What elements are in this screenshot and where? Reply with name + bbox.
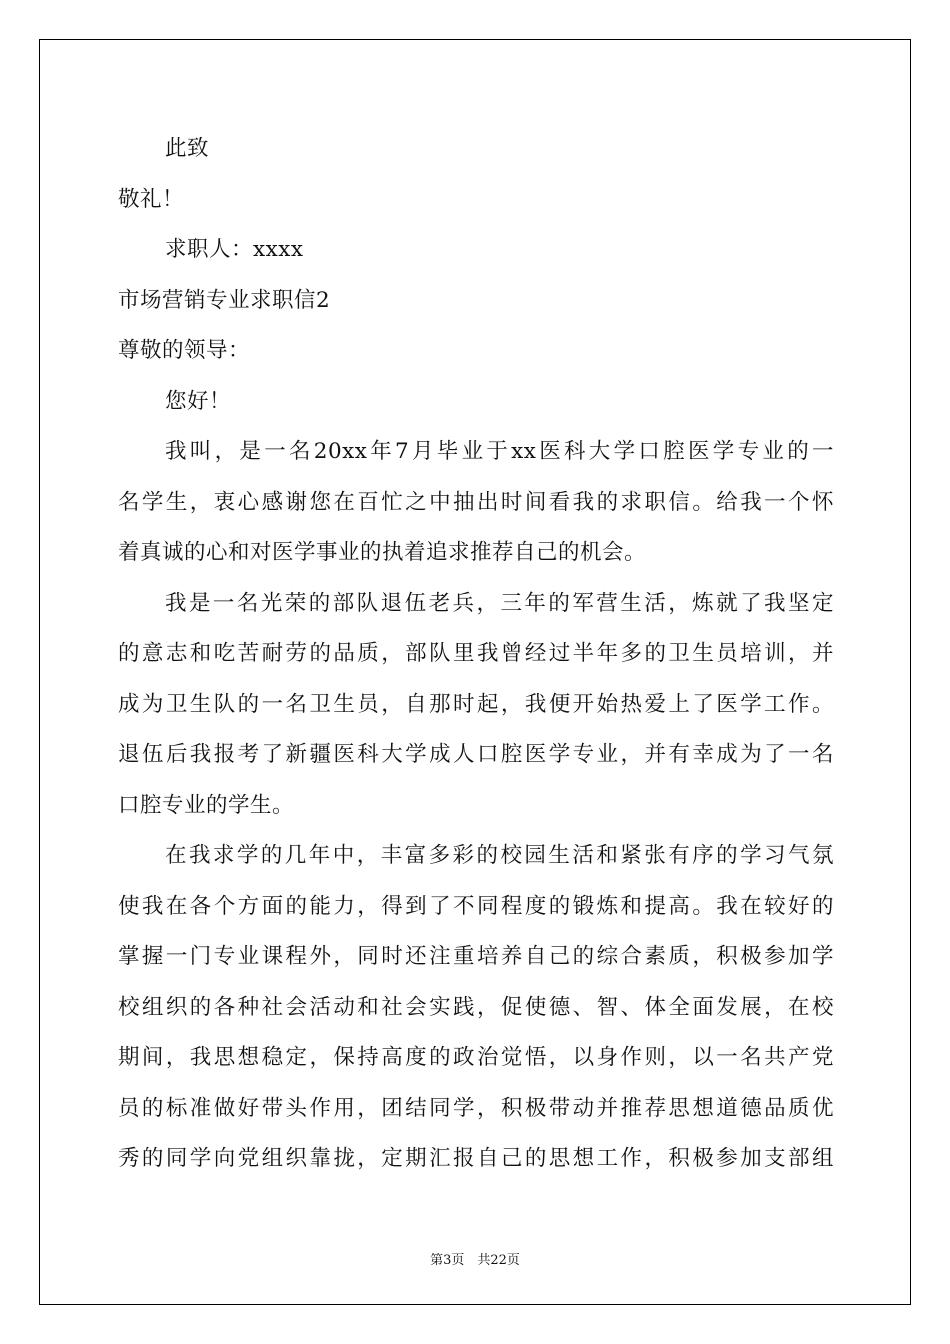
paragraph-line: 员的标准做好带头作用，团结同学，积极带动并推荐思想道德品质优 xyxy=(118,1095,834,1121)
paragraph-line: 校组织的各种社会活动和社会实践，促使德、智、体全面发展，在校 xyxy=(118,994,834,1020)
paragraph-line: 名学生，衷心感谢您在百忙之中抽出时间看我的求职信。给我一个怀 xyxy=(118,489,834,515)
hello-line: 您好！ xyxy=(165,388,232,414)
paragraph-line: 我叫，是一名20xx年7月毕业于xx医科大学口腔医学专业的一 xyxy=(165,439,834,464)
letter-body xyxy=(118,128,834,1189)
salute-line: 敬礼！ xyxy=(118,186,185,212)
paragraph-line: 退伍后我报考了新疆医科大学成人口腔医学专业，并有幸成为了一名 xyxy=(118,742,834,767)
paragraph-line: 的意志和吃苦耐劳的品质，部队里我曾经过半年多的卫生员培训，并 xyxy=(118,641,834,666)
paragraph-line: 我是一名光荣的部队退伍老兵，三年的军营生活，炼就了我坚定 xyxy=(165,590,834,616)
closing-line: 此致 xyxy=(165,136,210,161)
paragraph-line: 期间，我思想稳定，保持高度的政治觉悟，以身作则，以一名共产党 xyxy=(118,1045,834,1070)
paragraph-line: 口腔专业的学生。 xyxy=(118,792,295,818)
paragraph-3 xyxy=(118,835,834,1189)
paragraph-line: 着真诚的心和对医学事业的执着追求推荐自己的机会。 xyxy=(118,540,647,565)
paragraph-line: 掌握一门专业课程外，同时还注重培养自己的综合素质，积极参加学 xyxy=(118,944,834,969)
signature-line: 求职人：xxxx xyxy=(165,237,304,262)
paragraph-line: 秀的同学向党组织靠拢，定期汇报自己的思想工作，积极参加支部组 xyxy=(118,1146,834,1171)
paragraph-line: 成为卫生队的一名卫生员，自那时起，我便开始热爱上了医学工作。 xyxy=(118,691,834,717)
paragraph-2 xyxy=(118,583,834,836)
paragraph-line: 使我在各个方面的能力，得到了不同程度的锻炼和提高。我在较好的 xyxy=(118,893,834,919)
letter-title: 市场营销专业求职信2 xyxy=(118,287,331,313)
greeting-line: 尊敬的领导： xyxy=(118,338,251,363)
page-footer: 第3页 共22页 xyxy=(430,1253,520,1268)
paragraph-1 xyxy=(118,431,834,583)
paragraph-line: 在我求学的几年中，丰富多彩的校园生活和紧张有序的学习气氛 xyxy=(165,843,834,868)
